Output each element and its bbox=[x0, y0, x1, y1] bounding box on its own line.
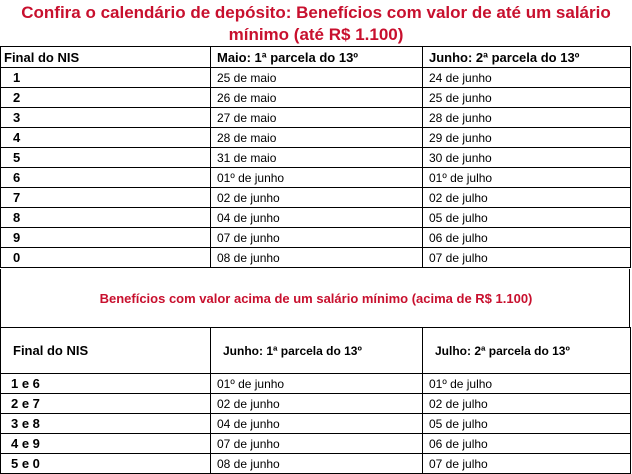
table-row bbox=[1, 88, 631, 108]
date-cell: 07 de junho bbox=[211, 434, 423, 454]
column-header-final-nis: Final do NIS bbox=[1, 47, 211, 68]
date-cell: 02 de julho bbox=[423, 394, 631, 414]
date-cell: 07 de julho bbox=[423, 454, 631, 474]
nis-cell: 4 e 9 bbox=[1, 434, 211, 454]
date-cell: 06 de julho bbox=[423, 434, 631, 454]
date-cell: 29 de junho bbox=[423, 128, 631, 148]
date-cell: 26 de maio bbox=[211, 88, 423, 108]
table-row bbox=[1, 248, 631, 268]
date-cell: 07 de junho bbox=[211, 228, 423, 248]
date-cell: 24 de junho bbox=[423, 68, 631, 88]
column-header-first-installment: Junho: 1ª parcela do 13º bbox=[211, 328, 423, 374]
date-cell: 05 de julho bbox=[423, 414, 631, 434]
nis-cell: 2 e 7 bbox=[1, 394, 211, 414]
date-cell: 08 de junho bbox=[211, 248, 423, 268]
date-cell: 28 de junho bbox=[423, 108, 631, 128]
nis-cell: 5 bbox=[1, 148, 211, 168]
nis-cell: 8 bbox=[1, 208, 211, 228]
date-cell: 05 de julho bbox=[423, 208, 631, 228]
nis-cell: 1 bbox=[1, 68, 211, 88]
calendar-table-above-minimum-wage bbox=[0, 327, 631, 474]
date-cell: 01º de junho bbox=[211, 374, 423, 394]
table-row bbox=[1, 394, 631, 414]
table-header-row bbox=[1, 47, 631, 68]
nis-cell: 0 bbox=[1, 248, 211, 268]
page-title: Confira o calendário de depósito: Benefícios com valor de até um salário mínimo (até R$ 1.100) bbox=[21, 3, 611, 44]
table-row bbox=[1, 374, 631, 394]
date-cell: 28 de maio bbox=[211, 128, 423, 148]
column-header-second-installment: Julho: 2ª parcela do 13º bbox=[423, 328, 631, 374]
table-row bbox=[1, 414, 631, 434]
date-cell: 08 de junho bbox=[211, 454, 423, 474]
date-cell: 01º de junho bbox=[211, 168, 423, 188]
table-row bbox=[1, 148, 631, 168]
table-row bbox=[1, 434, 631, 454]
date-cell: 01º de julho bbox=[423, 374, 631, 394]
table-row bbox=[1, 188, 631, 208]
nis-cell: 6 bbox=[1, 168, 211, 188]
date-cell: 02 de julho bbox=[423, 188, 631, 208]
date-cell: 02 de junho bbox=[211, 188, 423, 208]
column-header-first-installment: Maio: 1ª parcela do 13º bbox=[211, 47, 423, 68]
date-cell: 01º de julho bbox=[423, 168, 631, 188]
date-cell: 04 de junho bbox=[211, 208, 423, 228]
table-row bbox=[1, 68, 631, 88]
date-cell: 06 de julho bbox=[423, 228, 631, 248]
date-cell: 27 de maio bbox=[211, 108, 423, 128]
date-cell: 02 de junho bbox=[211, 394, 423, 414]
table-row bbox=[1, 228, 631, 248]
nis-cell: 9 bbox=[1, 228, 211, 248]
date-cell: 25 de maio bbox=[211, 68, 423, 88]
nis-cell: 2 bbox=[1, 88, 211, 108]
nis-cell: 3 bbox=[1, 108, 211, 128]
section-subtitle: Benefícios com valor acima de um salário mínimo (acima de R$ 1.100) bbox=[99, 291, 533, 306]
column-header-final-nis: Final do NIS bbox=[1, 328, 211, 374]
nis-cell: 5 e 0 bbox=[1, 454, 211, 474]
table-row bbox=[1, 208, 631, 228]
table-header-row bbox=[1, 328, 631, 374]
date-cell: 31 de maio bbox=[211, 148, 423, 168]
table-row bbox=[1, 168, 631, 188]
date-cell: 30 de junho bbox=[423, 148, 631, 168]
table-row bbox=[1, 108, 631, 128]
nis-cell: 4 bbox=[1, 128, 211, 148]
date-cell: 07 de julho bbox=[423, 248, 631, 268]
table-row bbox=[1, 454, 631, 474]
nis-cell: 1 e 6 bbox=[1, 374, 211, 394]
date-cell: 04 de junho bbox=[211, 414, 423, 434]
nis-cell: 3 e 8 bbox=[1, 414, 211, 434]
table-row bbox=[1, 128, 631, 148]
column-header-second-installment: Junho: 2ª parcela do 13º bbox=[423, 47, 631, 68]
date-cell: 25 de junho bbox=[423, 88, 631, 108]
nis-cell: 7 bbox=[1, 188, 211, 208]
calendar-table-up-to-minimum-wage bbox=[0, 46, 631, 268]
